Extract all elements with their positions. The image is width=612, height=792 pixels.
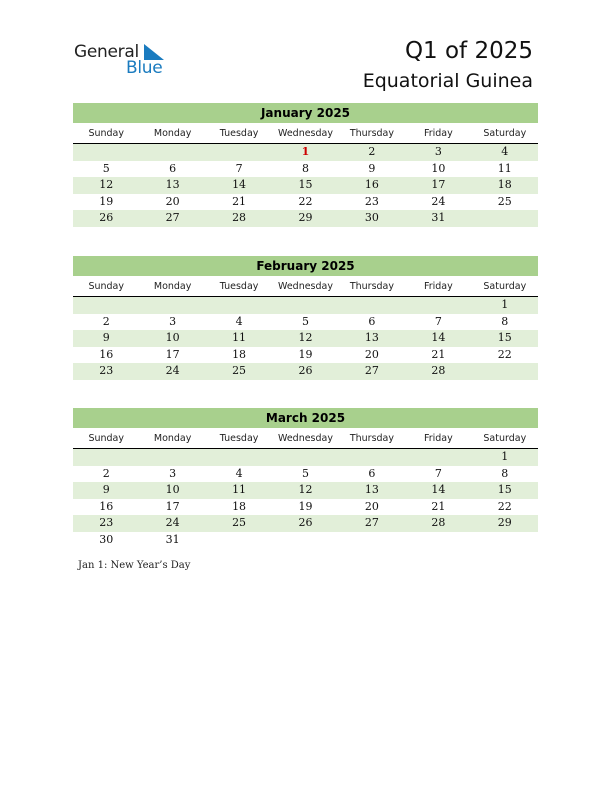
day-cell: 28 (232, 211, 247, 225)
day-cell (73, 449, 139, 466)
day-cell (339, 297, 405, 314)
day-cell: 17 (431, 178, 446, 192)
day-cell: 22 (497, 499, 512, 513)
day-cell: 28 (431, 516, 446, 530)
month-calendar (73, 256, 538, 380)
weekday-label: Monday (153, 281, 192, 292)
day-cell: 6 (169, 161, 177, 175)
day-cell: 22 (298, 194, 313, 208)
logo-text-blue: Blue (126, 58, 163, 78)
weekday-header-row (73, 432, 538, 449)
day-cell: 18 (232, 347, 247, 361)
weekday-label: Monday (153, 128, 192, 139)
day-cell: 23 (99, 364, 114, 378)
day-cell: 15 (497, 331, 512, 345)
day-cell: 5 (301, 466, 309, 480)
day-cell: 2 (102, 314, 110, 328)
day-cell: 27 (364, 364, 379, 378)
weekday-label: Sunday (88, 433, 124, 444)
day-cell (73, 144, 139, 161)
weekday-label: Friday (423, 281, 453, 292)
day-cell: 10 (431, 161, 446, 175)
weekday-label: Thursday (349, 433, 395, 444)
day-cell: 17 (165, 347, 180, 361)
day-cell: 20 (364, 499, 379, 513)
day-cell (206, 297, 272, 314)
weekday-label: Friday (423, 128, 453, 139)
day-cell: 26 (298, 516, 313, 530)
day-cell: 8 (301, 161, 309, 175)
logo-text-general: General (74, 42, 139, 62)
day-cell: 19 (298, 499, 313, 513)
week-row (73, 177, 538, 194)
day-cell: 29 (497, 516, 512, 530)
day-cell: 15 (497, 483, 512, 497)
day-cell: 8 (501, 314, 509, 328)
day-cell: 2 (102, 466, 110, 480)
day-cell (339, 532, 405, 549)
day-cell: 4 (501, 145, 509, 158)
logo (74, 42, 174, 78)
day-cell (272, 532, 338, 549)
week-row (73, 297, 538, 314)
day-cell: 31 (431, 211, 446, 225)
day-cell: 23 (364, 194, 379, 208)
weekday-label: Tuesday (219, 128, 259, 139)
day-cell: 7 (235, 161, 243, 175)
day-cell: 16 (364, 178, 379, 192)
week-row (73, 515, 538, 532)
month-calendar (73, 408, 538, 549)
week-row (73, 194, 538, 211)
day-cell (272, 297, 338, 314)
day-cell: 11 (232, 483, 247, 497)
day-cell: 21 (431, 499, 446, 513)
holiday-notes (78, 560, 190, 571)
week-row (73, 347, 538, 364)
day-cell: 11 (497, 161, 512, 175)
week-row (73, 482, 538, 499)
day-cell: 7 (434, 314, 442, 328)
day-cell: 27 (165, 211, 180, 225)
day-cell: 7 (434, 466, 442, 480)
day-cell: 5 (102, 161, 110, 175)
day-cell: 20 (165, 194, 180, 208)
day-cell: 25 (232, 516, 247, 530)
day-cell: 8 (501, 466, 509, 480)
day-cell: 13 (364, 331, 379, 345)
day-cell: 10 (165, 483, 180, 497)
day-cell: 25 (232, 364, 247, 378)
weekday-label: Friday (423, 433, 453, 444)
month-calendar (73, 103, 538, 227)
day-cell (472, 210, 538, 227)
day-cell: 24 (165, 516, 180, 530)
week-row (73, 161, 538, 178)
day-cell: 6 (368, 466, 376, 480)
day-cell (139, 144, 205, 161)
day-cell (339, 449, 405, 466)
holiday-note: Jan 1: New Year’s Day (78, 560, 191, 571)
day-cell (206, 532, 272, 549)
day-cell: 3 (169, 314, 177, 328)
day-cell: 18 (232, 499, 247, 513)
weekday-label: Sunday (88, 128, 124, 139)
weekday-label: Saturday (483, 281, 527, 292)
weekday-label: Tuesday (219, 433, 259, 444)
day-cell: 12 (298, 483, 313, 497)
month-header: February 2025 (73, 256, 538, 276)
month-header: March 2025 (73, 408, 538, 428)
day-cell: 21 (431, 347, 446, 361)
day-cell: 25 (497, 194, 512, 208)
day-cell (73, 297, 139, 314)
day-cell: 10 (165, 331, 180, 345)
day-cell (405, 449, 471, 466)
day-cell: 18 (497, 178, 512, 192)
day-cell: 26 (298, 364, 313, 378)
day-cell: 28 (431, 364, 446, 378)
month-header: January 2025 (73, 103, 538, 123)
day-cell (272, 449, 338, 466)
day-cell: 9 (368, 161, 376, 175)
day-cell: 1 (501, 298, 509, 311)
day-cell (405, 297, 471, 314)
week-row (73, 144, 538, 161)
day-cell: 24 (165, 364, 180, 378)
week-row (73, 363, 538, 380)
day-cell: 21 (232, 194, 247, 208)
day-cell: 16 (99, 499, 114, 513)
page-title: Q1 of 2025 (404, 38, 533, 64)
day-cell: 23 (99, 516, 114, 530)
week-row (73, 466, 538, 483)
day-cell: 13 (364, 483, 379, 497)
day-cell: 14 (232, 178, 247, 192)
weekday-label: Thursday (349, 128, 395, 139)
weekday-label: Wednesday (277, 433, 333, 444)
day-cell: 19 (99, 194, 114, 208)
weekday-label: Saturday (483, 128, 527, 139)
week-row (73, 210, 538, 227)
weekday-label: Tuesday (219, 281, 259, 292)
day-cell: 15 (298, 178, 313, 192)
day-cell: 31 (165, 532, 180, 546)
week-row (73, 314, 538, 331)
day-cell: 14 (431, 331, 446, 345)
day-cell (405, 532, 471, 549)
day-cell: 3 (434, 145, 442, 158)
day-cell: 16 (99, 347, 114, 361)
day-cell: 27 (364, 516, 379, 530)
day-cell: 6 (368, 314, 376, 328)
day-cell: 9 (102, 331, 110, 345)
day-cell (139, 297, 205, 314)
day-cell: 12 (99, 178, 114, 192)
day-cell-holiday: 1 (301, 145, 310, 158)
week-row (73, 499, 538, 516)
day-cell: 11 (232, 331, 247, 345)
week-row (73, 449, 538, 466)
day-cell: 9 (102, 483, 110, 497)
day-cell (206, 144, 272, 161)
weekday-label: Wednesday (277, 128, 333, 139)
day-cell (472, 363, 538, 380)
day-cell: 3 (169, 466, 177, 480)
day-cell: 24 (431, 194, 446, 208)
weekday-header-row (73, 127, 538, 144)
day-cell: 30 (364, 211, 379, 225)
weekday-label: Saturday (483, 433, 527, 444)
day-cell: 22 (497, 347, 512, 361)
weekday-header-row (73, 280, 538, 297)
weekday-label: Wednesday (277, 281, 333, 292)
day-cell: 19 (298, 347, 313, 361)
page-subtitle: Equatorial Guinea (362, 70, 533, 92)
day-cell: 20 (364, 347, 379, 361)
day-cell (472, 532, 538, 549)
day-cell (139, 449, 205, 466)
day-cell: 4 (235, 314, 243, 328)
weekday-label: Thursday (349, 281, 395, 292)
day-cell: 13 (165, 178, 180, 192)
week-row (73, 532, 538, 549)
weekday-label: Monday (153, 433, 192, 444)
weekday-label: Sunday (88, 281, 124, 292)
day-cell: 5 (301, 314, 309, 328)
day-cell: 1 (501, 450, 509, 463)
day-cell: 4 (235, 466, 243, 480)
week-row (73, 330, 538, 347)
day-cell: 2 (368, 145, 376, 158)
day-cell: 14 (431, 483, 446, 497)
day-cell: 17 (165, 499, 180, 513)
day-cell (206, 449, 272, 466)
day-cell: 26 (99, 211, 114, 225)
day-cell: 12 (298, 331, 313, 345)
day-cell: 30 (99, 532, 114, 546)
day-cell: 29 (298, 211, 313, 225)
